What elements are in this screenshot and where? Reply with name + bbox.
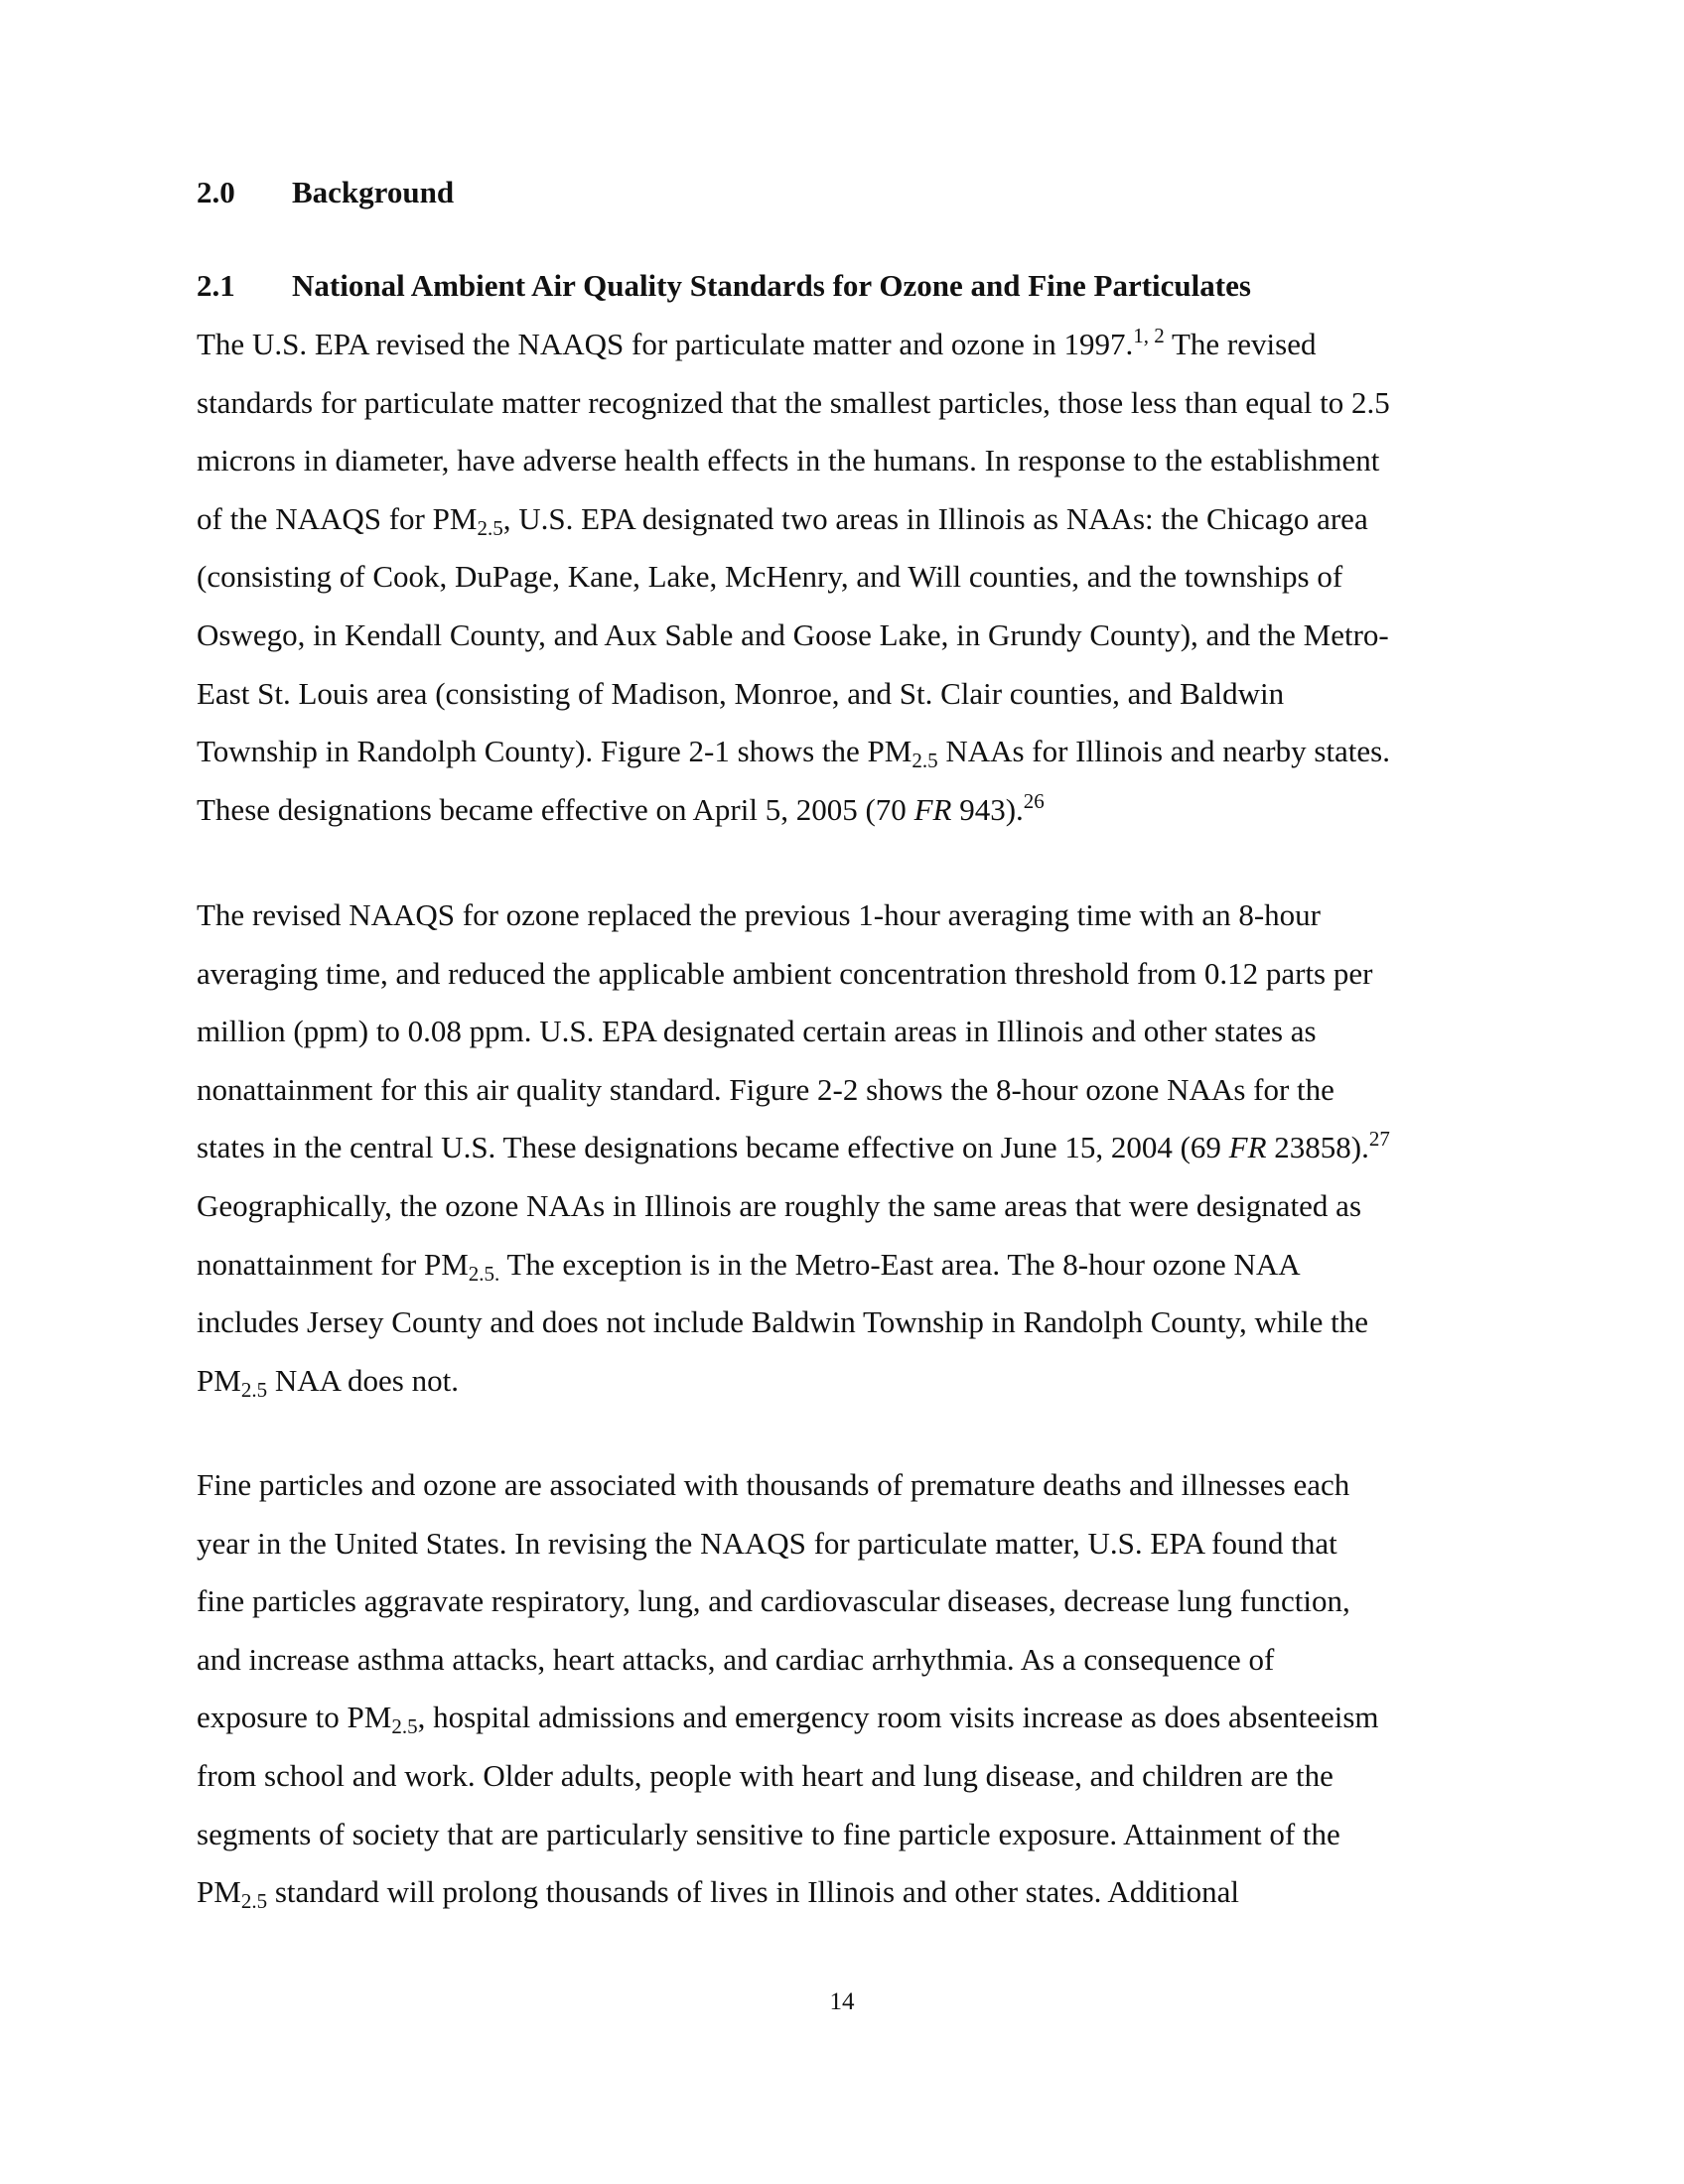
text-line: [197, 1061, 1487, 1120]
text-line: [197, 1003, 1487, 1061]
text-line: [197, 1806, 1487, 1864]
footnote-reference: 27: [1368, 1127, 1390, 1152]
text-line: [197, 548, 1487, 607]
text-line: [197, 1352, 1487, 1411]
text-line: [197, 1177, 1487, 1236]
text-line: [197, 1119, 1487, 1177]
text-line: [197, 374, 1487, 433]
text-run: nonattainment for PM: [197, 1246, 469, 1282]
text-run: The U.S. EPA revised the NAAQS for particulate matter and ozone in 1997.: [197, 327, 1134, 361]
text-run: 943).: [951, 791, 1024, 827]
section-heading-2-1: [197, 266, 1251, 306]
text-line: [197, 665, 1487, 724]
text-line: [197, 1631, 1487, 1690]
text-run: Fine particles and ozone are associated with thousands of premature deaths and illnesses each: [197, 1467, 1350, 1502]
text-run: Geographically, the ozone NAAs in Illinois are roughly the same areas that were designated as: [197, 1187, 1362, 1223]
text-run: microns in diameter, have adverse health effects in the humans. In response to the establishment: [197, 443, 1380, 478]
text-run: of the NAAQS for PM: [197, 500, 478, 536]
subscript: 2.5: [391, 1714, 418, 1739]
text-run: , hospital admissions and emergency room visits increase as does absenteeism: [417, 1700, 1379, 1735]
text-run: , U.S. EPA designated two areas in Illinois as NAAs: the Chicago area: [502, 500, 1368, 536]
paragraph-ozone-standard: [197, 887, 1487, 1410]
text-run: states in the central U.S. These designations became effective on June 15, 2004 (69: [197, 1130, 1229, 1165]
text-run: standard will prolong thousands of lives in Illinois and other states. Additional: [267, 1874, 1240, 1910]
subscript: 2.5: [240, 1377, 268, 1402]
text-line: [197, 1572, 1487, 1631]
text-line: [197, 432, 1487, 490]
subscript: 2.5: [912, 749, 938, 773]
text-line: [197, 1863, 1487, 1922]
text-line: [197, 1515, 1487, 1573]
text-run: fine particles aggravate respiratory, lung, and cardiovascular diseases, decrease lung function,: [197, 1583, 1350, 1619]
text-run: Township in Randolph County). Figure 2-1 shows the PM: [197, 734, 912, 769]
text-line: [197, 1689, 1487, 1747]
text-run: (consisting of Cook, DuPage, Kane, Lake, McHenry, and Will counties, and the townships of: [197, 559, 1343, 595]
text-run: Oswego, in Kendall County, and Aux Sable and Goose Lake, in Grundy County), and the Metro-: [197, 616, 1389, 652]
paragraph-health-effects: [197, 1456, 1487, 1922]
text-run: PM: [197, 1362, 241, 1398]
text-run: from school and work. Older adults, people with heart and lung disease, and children are the: [197, 1757, 1333, 1793]
section-title: National Ambient Air Quality Standards for Ozone and Fine Particulates: [292, 268, 1251, 303]
text-line: [197, 1456, 1487, 1515]
text-line: [197, 1747, 1487, 1806]
text-run: million (ppm) to 0.08 ppm. U.S. EPA designated certain areas in Illinois and other states as: [197, 1014, 1317, 1049]
italic-text: FR: [913, 791, 952, 827]
section-number: 2.0: [197, 175, 235, 209]
text-run: NAAs for Illinois and nearby states.: [937, 734, 1390, 769]
text-run: 23858).: [1266, 1130, 1369, 1165]
text-run: The revised NAAQS for ozone replaced the previous 1-hour averaging time with an 8-hour: [197, 897, 1321, 932]
text-run: PM: [197, 1874, 241, 1910]
text-line: [197, 490, 1487, 549]
section-number: 2.1: [197, 268, 235, 303]
text-run: standards for particulate matter recognized that the smallest particles, those less than equal to 2.5: [197, 384, 1390, 420]
text-run: includes Jersey County and does not include Baldwin Township in Randolph County, while the: [197, 1304, 1369, 1340]
text-line: [197, 1236, 1487, 1295]
text-line: [197, 723, 1487, 781]
italic-text: FR: [1228, 1130, 1267, 1165]
subscript: 2.5.: [468, 1261, 500, 1286]
subscript: 2.5: [240, 1889, 268, 1914]
paragraph-naaqs-revision: [197, 316, 1487, 839]
text-run: East St. Louis area (consisting of Madison, Monroe, and St. Clair counties, and Baldwin: [197, 675, 1285, 711]
footnote-reference: 1, 2: [1133, 324, 1165, 347]
text-run: exposure to PM: [197, 1700, 392, 1735]
text-run: These designations became effective on April 5, 2005 (70: [197, 791, 914, 827]
subscript: 2.5: [477, 515, 503, 540]
text-line: [197, 607, 1487, 665]
text-line: [197, 316, 1487, 374]
text-run: The revised: [1164, 327, 1317, 361]
section-heading-2-0: [197, 173, 454, 212]
text-run: year in the United States. In revising the NAAQS for particulate matter, U.S. EPA found that: [197, 1525, 1337, 1561]
text-run: nonattainment for this air quality standard. Figure 2-2 shows the 8-hour ozone NAAs for the: [197, 1071, 1334, 1107]
text-run: The exception is in the Metro-East area. The 8-hour ozone NAA: [499, 1246, 1301, 1282]
section-title: Background: [292, 175, 455, 209]
text-run: averaging time, and reduced the applicable ambient concentration threshold from 0.12 parts per: [197, 955, 1373, 991]
text-line: [197, 945, 1487, 1004]
text-line: [197, 781, 1487, 840]
text-run: NAA does not.: [267, 1362, 459, 1398]
text-run: and increase asthma attacks, heart attacks, and cardiac arrhythmia. As a consequence of: [197, 1641, 1275, 1677]
text-line: [197, 887, 1487, 945]
text-line: [197, 1294, 1487, 1352]
footnote-reference: 26: [1023, 788, 1045, 813]
page-number: 14: [829, 1988, 855, 2015]
text-run: segments of society that are particularly sensitive to fine particle exposure. Attainment of the: [197, 1816, 1340, 1851]
